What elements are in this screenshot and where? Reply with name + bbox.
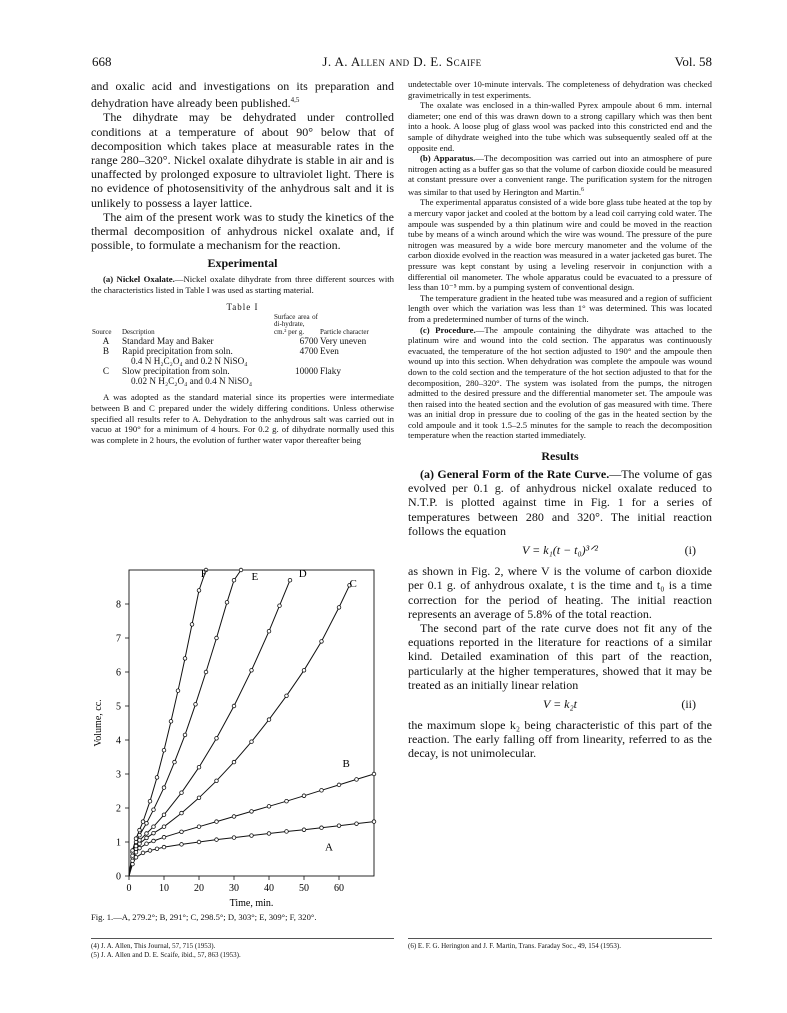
data-point <box>145 822 149 826</box>
data-point <box>320 826 324 830</box>
series-label: E <box>251 571 259 584</box>
table-header-row <box>91 314 394 337</box>
data-point <box>197 840 201 844</box>
data-point <box>239 568 243 572</box>
data-point <box>162 813 166 817</box>
volume-number: Vol. 58 <box>674 54 712 69</box>
data-point <box>141 851 145 855</box>
data-point <box>183 657 187 661</box>
data-point <box>194 703 198 707</box>
x-tick-label: 60 <box>334 883 344 894</box>
y-tick-label: 5 <box>116 701 121 713</box>
subsection-label: (a) General Form of the Rate Curve. <box>420 467 610 482</box>
table-row-sub: 0.4 N H₂C₂O₄ and 0.2 N NiSO₄ <box>131 356 248 367</box>
data-point <box>250 810 254 814</box>
data-point <box>145 832 149 836</box>
paragraph: The oxalate was enclosed in a thin-walled Pyrex ampoule about 6 mm. internal diameter; one end of this was drawn down to a strong capillary which was then bent into a hook. A loose plug of glass wool was packed into this constricted end and the sample of dihydrate weighed into the tube which was subsequently sealed off at the opposite end. <box>408 100 712 153</box>
data-point <box>372 772 376 776</box>
data-point <box>138 833 142 837</box>
data-point <box>267 832 271 836</box>
data-point <box>141 820 145 824</box>
data-point <box>302 828 306 832</box>
x-tick-label: 30 <box>229 883 239 894</box>
paragraph: (c) Procedure.—The ampoule containing the dihydrate was attached to the platinum wire and wound into the cold section. The apparatus was continuously evacuated, the temperature of the hot section adjusted to 190° and the ampoule then wound up into this section. When dehydration was complete the ampoule was wound down to the cold section and the temperature of the hot section adjusted to that for the decomposition, 280–320°. The system was isolated from the pumps, the nitrogen admitted to the desired pressure and the differential manometer set. The ampoule was then raised into the heated section and the evolution of gas measured with time. There was an initial drop in pressure due to cooling of the gas in the heated section by the cold ampoule and it took 1.5–2.5 minutes for the sample to reach the decomposition temperature when the reaction started immediately. <box>408 324 712 441</box>
left-column <box>91 79 394 445</box>
data-point <box>134 837 138 841</box>
data-point <box>180 811 184 815</box>
data-point <box>337 606 341 610</box>
data-point <box>148 799 152 803</box>
data-point <box>197 825 201 829</box>
data-point <box>197 589 201 593</box>
data-point <box>180 843 184 847</box>
citation-ref: 6 <box>581 186 584 193</box>
footnote: (5) J. A. Allen and D. E. Scaife, ibid., 57, 863 (1953). <box>91 950 241 959</box>
data-point <box>138 828 142 832</box>
data-point <box>215 820 219 824</box>
data-point <box>285 694 289 698</box>
col-header-particle: Particle character <box>320 327 369 336</box>
data-point <box>138 846 142 850</box>
data-point <box>250 834 254 838</box>
data-point <box>190 623 194 627</box>
series-label: B <box>342 758 350 771</box>
y-tick-label: 2 <box>116 803 121 815</box>
data-point <box>278 604 282 608</box>
x-tick-label: 40 <box>264 883 274 894</box>
y-tick-label: 4 <box>116 735 121 747</box>
running-title-text: J. A. Allen and D. E. Scaife <box>322 54 482 69</box>
series-line-c <box>129 585 350 876</box>
data-point <box>215 737 219 741</box>
series-label: A <box>325 841 333 854</box>
data-point <box>232 578 236 582</box>
page-number: 668 <box>92 54 112 69</box>
data-point <box>162 748 166 752</box>
figure-1-chart <box>91 566 394 916</box>
data-point <box>204 670 208 674</box>
data-point <box>232 704 236 708</box>
table-row: A Standard May and Baker 6700 Very uneven <box>102 336 367 347</box>
y-axis-label: Volume, cc. <box>93 699 104 747</box>
paragraph: (b) Apparatus.—The decomposition was carried out into an atmosphere of pure nitrogen acting as a buffer gas so that the volume of carbon dioxide could be measured at constant pressure over a convenient range. The purification system for the nitrogen was similar to that used by Herington and Martin.$^6$ <box>408 153 712 197</box>
footnotes-right <box>408 938 712 951</box>
paragraph: (a) General Form of the Rate Curve.—The volume of gas evolved per 0.1 g. of anhydrous nickel oxalate reduced to N.T.P. is plotted against time in Fig. 1 for a series of temperatures between 280 and 320°. The initial reaction follows the equation <box>408 467 712 538</box>
equation-i <box>408 543 712 558</box>
series-label: F <box>200 567 207 580</box>
table-caption: Table I <box>226 301 259 312</box>
data-point <box>288 578 292 582</box>
paragraph: The temperature gradient in the heated tube was measured and a region of sufficient length over which the variation was less than 1° was determined. This was located from a predetermined number of turns of the winch. <box>408 292 712 324</box>
data-point <box>145 842 149 846</box>
subsection-label: (b) Apparatus. <box>420 153 476 164</box>
y-tick-label: 8 <box>116 599 121 611</box>
x-tick-label: 50 <box>299 883 309 894</box>
x-tick-label: 0 <box>126 883 132 894</box>
data-point <box>285 799 289 803</box>
data-point <box>162 825 166 829</box>
paragraph: The experimental apparatus consisted of a wide bore glass tube heated at the top by a mercury vapor jacket and cooled at the bottom by a lead coil carrying cold water. The ampoule was suspended by a thin platinum wire and could be moved in the reaction tube by means of a winch around which the wire was wound. The pressure of the pure nitrogen was measured by a wide bore mercury manometer and the volume of the carbon dioxide evolved in the reaction was measured in a water jacketed gas buret. The pressure was kept constant by using a leveling reservoir in conjunction with a differential oil manometer. The whole apparatus could be evacuated to a pressure of less than 10⁻⁵ mm. by a pumping system of conventional design. <box>408 197 712 293</box>
paragraph: and oxalic acid and investigations on its preparation and dehydration have already been published.$^{4,5}$ <box>91 79 394 111</box>
subsection-label: (a) Nickel Oxalate. <box>103 274 175 285</box>
x-tick-label: 10 <box>159 883 169 894</box>
right-column <box>408 79 712 761</box>
data-point <box>197 796 201 800</box>
data-point <box>337 824 341 828</box>
data-point <box>180 830 184 834</box>
data-point <box>148 849 152 853</box>
data-point <box>155 847 159 851</box>
data-point <box>152 839 156 843</box>
y-tick-label: 3 <box>116 769 121 781</box>
paragraph: (a) Nickel Oxalate.—Nickel oxalate dihydrate from three different sources with the characteristics listed in Table I was used as starting material. <box>91 274 394 296</box>
data-point <box>138 839 142 843</box>
data-point <box>232 760 236 764</box>
figure-caption: Fig. 1.—A, 279.2°; B, 291°; C, 298.5°; D, 303°; E, 309°; F, 320°. <box>91 912 317 922</box>
data-point <box>232 836 236 840</box>
paragraph: as shown in Fig. 2, where V is the volume of carbon dioxide per 0.1 g. of anhydrous oxalate, t is the time and t₀ is a time correction for the period of heating. The initial reaction represents an average of 5.8% of the total reaction. <box>408 564 712 621</box>
data-point <box>155 776 159 780</box>
section-heading-results: Results <box>541 449 579 464</box>
equation-body: V = k₁(t − t₀)³ᐟ² <box>522 543 598 558</box>
x-tick-label: 20 <box>194 883 204 894</box>
running-title <box>92 54 712 70</box>
y-tick-label: 0 <box>116 871 121 883</box>
equation-number: (i) <box>684 543 696 558</box>
data-point <box>152 831 156 835</box>
paragraph: The dihydrate may be dehydrated under controlled conditions at a temperature of about 90° below that of decomposition which takes place at measurable rates in the range 280–320°. Nickel oxalate dihydrate is stable in air and is unaffected by prolonged exposure to ultraviolet light. There is no evidence of photosensitivity of the anhydrous salt and it is unlikely to possess a layer lattice. <box>91 110 394 210</box>
data-point <box>302 669 306 673</box>
running-header <box>92 54 712 70</box>
data-point <box>215 779 219 783</box>
data-point <box>162 845 166 849</box>
data-point <box>152 825 156 829</box>
footnotes-left <box>91 938 394 959</box>
data-point <box>267 805 271 809</box>
y-tick-label: 1 <box>116 837 121 849</box>
y-tick-label: 6 <box>116 667 121 679</box>
data-point <box>215 838 219 842</box>
section-heading-experimental: Experimental <box>207 256 278 271</box>
data-point <box>162 786 166 790</box>
paragraph: the maximum slope k₂ being characteristic of this part of the reaction. The early falling off from linearity, referred to as the decay, is not unimolecular. <box>408 717 712 761</box>
data-point <box>320 640 324 644</box>
data-point <box>176 689 180 693</box>
data-point <box>302 794 306 798</box>
paragraph: A was adopted as the standard material since its properties were intermediate between B and C prepared under the widely differing conditions. Unless otherwise specified all results refer to A. Dehydration to the anhydrous salt was carried out in vacuo at 190° for a minimum of 4 hours. For 0.2 g. of dihydrate normally used this was complete in 2 hours, the evolution of further water vapor thereafter being <box>91 392 394 445</box>
col-header-area: Surface area of di-hydrate, cm.² per g. <box>274 312 318 336</box>
table-1 <box>91 314 394 387</box>
data-point <box>180 791 184 795</box>
col-header-description: Description <box>122 327 155 336</box>
series-label: C <box>349 578 357 590</box>
paragraph: The aim of the present work was to study the kinetics of the thermal decomposition of anhydrous nickel oxalate and, if possible, to formulate a mechanism for the reaction. <box>91 209 394 253</box>
y-tick-label: 7 <box>116 633 121 645</box>
data-point <box>250 740 254 744</box>
subsection-label: (c) Procedure. <box>420 324 476 335</box>
data-point <box>267 718 271 722</box>
series-line-e <box>129 567 241 876</box>
data-point <box>215 636 219 640</box>
table-row: B Rapid precipitation from soln. 4700 Even <box>102 346 339 357</box>
data-point <box>232 815 236 819</box>
table-row: C Slow precipitation from soln. 10000 Flaky <box>102 366 341 377</box>
col-header-source: Source <box>92 327 112 336</box>
data-point <box>169 720 173 724</box>
footnote: (4) J. A. Allen, This Journal, 57, 715 (1953). <box>91 942 216 950</box>
series-label: D <box>298 567 307 580</box>
paragraph: The second part of the rate curve does not fit any of the equations reported in the literature for reactions of a similar kind. Detailed examination of this part of the reaction, particularly at the higher temperatures, showed that it may be treated as an initially linear relation <box>408 620 712 692</box>
data-point <box>225 601 229 605</box>
equation-number: (ii) <box>681 696 696 711</box>
table-row-sub: 0.02 N H₂C₂O₄ and 0.4 N NiSO₄ <box>131 376 253 387</box>
footnote: (6) E. F. G. Herington and J. F. Martin, Trans. Faraday Soc., 49, 154 (1953). <box>408 942 621 950</box>
data-point <box>355 822 359 826</box>
citation-ref: 4,5 <box>290 96 300 105</box>
data-point <box>134 856 138 860</box>
equation-body: V = k₂t <box>542 696 578 711</box>
data-point <box>162 835 166 839</box>
data-point <box>152 808 156 812</box>
data-point <box>173 760 177 764</box>
data-point <box>337 783 341 787</box>
data-point <box>250 669 254 673</box>
data-point <box>197 765 201 769</box>
data-point <box>372 820 376 824</box>
data-point <box>267 629 271 633</box>
x-axis-label: Time, min. <box>229 898 274 909</box>
data-point <box>183 733 187 737</box>
data-point <box>285 830 289 834</box>
paragraph: undetectable over 10-minute intervals. The completeness of dehydration was checked gravimetrically in test experiments. <box>408 79 712 100</box>
data-point <box>355 778 359 782</box>
data-point <box>134 844 138 848</box>
equation-ii <box>408 697 712 712</box>
data-point <box>131 849 135 853</box>
series-line-a <box>129 822 374 876</box>
data-point <box>145 836 149 840</box>
plot-frame <box>129 567 374 876</box>
data-point <box>320 789 324 793</box>
